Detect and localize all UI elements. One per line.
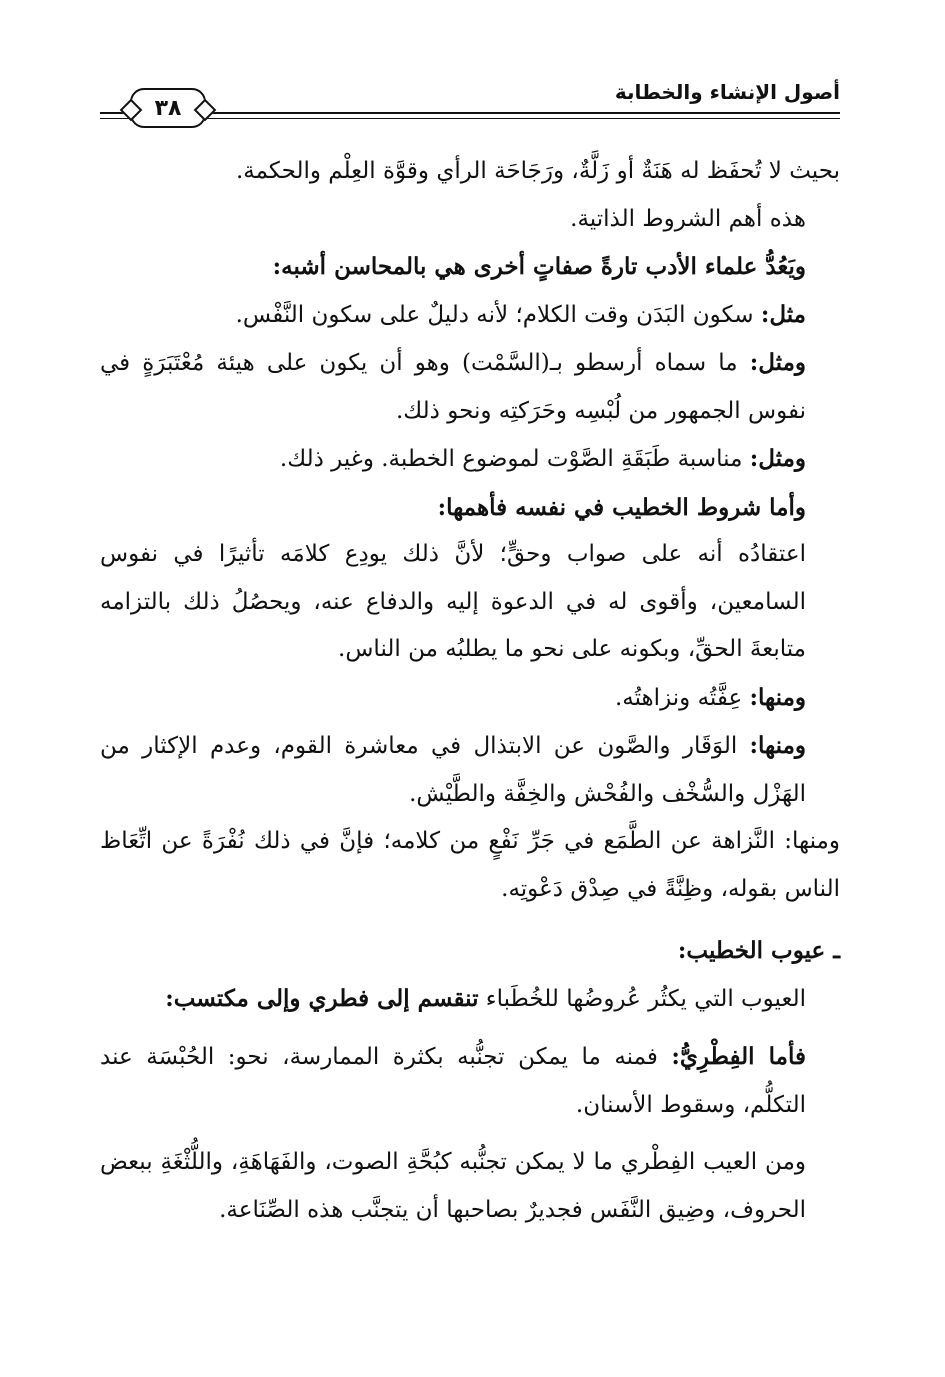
paragraph-bold: تنقسم إلى فطري وإلى مكتسب: xyxy=(165,984,479,1012)
paragraph-lead: مثل: xyxy=(760,300,806,328)
paragraph-heading: ويَعُدُّ علماء الأدب تارةً صفاتٍ أخرى هي بالمحاسن أشبه: xyxy=(272,253,806,280)
paragraph xyxy=(100,435,840,484)
paragraph xyxy=(100,339,840,435)
running-title: أصول الإنشاء والخطابة xyxy=(614,80,840,104)
paragraph-text: سكون البَدَن وقت الكلام؛ لأنه دليلٌ على سكون النَّفْس. xyxy=(235,301,761,328)
paragraph: بحيث لا تُحفَظ له هَنَةٌ أو زَلَّةٌ، ورَجَاحَة الرأي وقوَّة العِلْم والحكمة. xyxy=(235,158,840,184)
paragraph xyxy=(100,291,840,340)
paragraph: اعتقادُه أنه على صواب وحقٍّ؛ لأنَّ ذلك يودِع كلامَه تأثيرًا في نفوس السامعين، وأقوى له في الدعوة إليه والدفاع عنه، ويحصُلُ ذلك بالتزامه متابعةَ الحقِّ، وبكونه على نحو ما يطلبُه من الناس. xyxy=(100,541,806,662)
paragraph-heading: وأما شروط الخطيب في نفسه فأهمها: xyxy=(437,493,806,521)
paragraph-lead: ومثل: xyxy=(749,349,806,376)
section-heading: ـ عيوب الخطيب: xyxy=(677,937,840,964)
paragraph-lead: فأما الفِطْرِيُّ: xyxy=(671,1043,807,1070)
paragraph xyxy=(100,722,840,818)
paragraph: هذه أهم الشروط الذاتية. xyxy=(570,205,806,232)
paragraph xyxy=(100,1033,840,1129)
paragraph-lead: ومنها: xyxy=(749,732,806,759)
paragraph-lead: ومنها: xyxy=(749,683,806,711)
paragraph xyxy=(100,674,840,723)
paragraph: ومن العيب الفِطْري ما لا يمكن تجنُّبه كبُحَّةِ الصوت، والفَهَاهَةِ، واللُّثْغَةِ ببعض الحروف، وضِيق النَّفَس فجديرٌ بصاحبها أن يتجنَّب هذه الصِّنَاعة. xyxy=(100,1149,806,1223)
paragraph: ومنها: النَّزاهة عن الطَّمَع في جَرِّ نَفْعٍ من كلامه؛ فإنَّ في ذلك نُفْرَةً عن اتِّعَاظ الناس بقوله، وظِنَّةً في صِدْق دَعْوتِه. xyxy=(100,828,840,902)
page-header xyxy=(100,70,840,130)
paragraph-text: مناسبة طَبَقَةِ الصَّوْت لموضوع الخطبة. وغير ذلك. xyxy=(279,446,750,472)
paragraph-text: العيوب التي يكثُر عُروضُها للخُطَباء xyxy=(478,985,806,1012)
paragraph-text: فمنه ما يمكن تجنُّبه بكثرة الممارسة، نحو: الحُبْسَة عند التكلُّم، وسقوط الأسنان. xyxy=(100,1044,806,1118)
page-number: ٣٨ xyxy=(154,95,182,121)
header-rule-thin xyxy=(100,118,840,119)
page-body xyxy=(100,148,840,1234)
page-number-badge xyxy=(130,88,206,128)
paragraph-text: عِفَّتُه ونزاهتُه. xyxy=(614,684,750,711)
paragraph-text: الوَقَار والصَّون عن الابتذال في معاشرة القوم، وعدم الإكثار من الهَزْل والسُّخْف والفُحْش والخِفَّة والطَّيْش. xyxy=(100,733,806,807)
paragraph xyxy=(100,975,840,1024)
paragraph-lead: ومثل: xyxy=(749,445,806,472)
paragraph-text: ما سماه أرسطو بـ(السَّمْت) وهو أن يكون على هيئة مُعْتَبَرَةٍ في نفوس الجمهور من لُبْسِه وحَرَكتِه ونحو ذلك. xyxy=(100,350,806,424)
